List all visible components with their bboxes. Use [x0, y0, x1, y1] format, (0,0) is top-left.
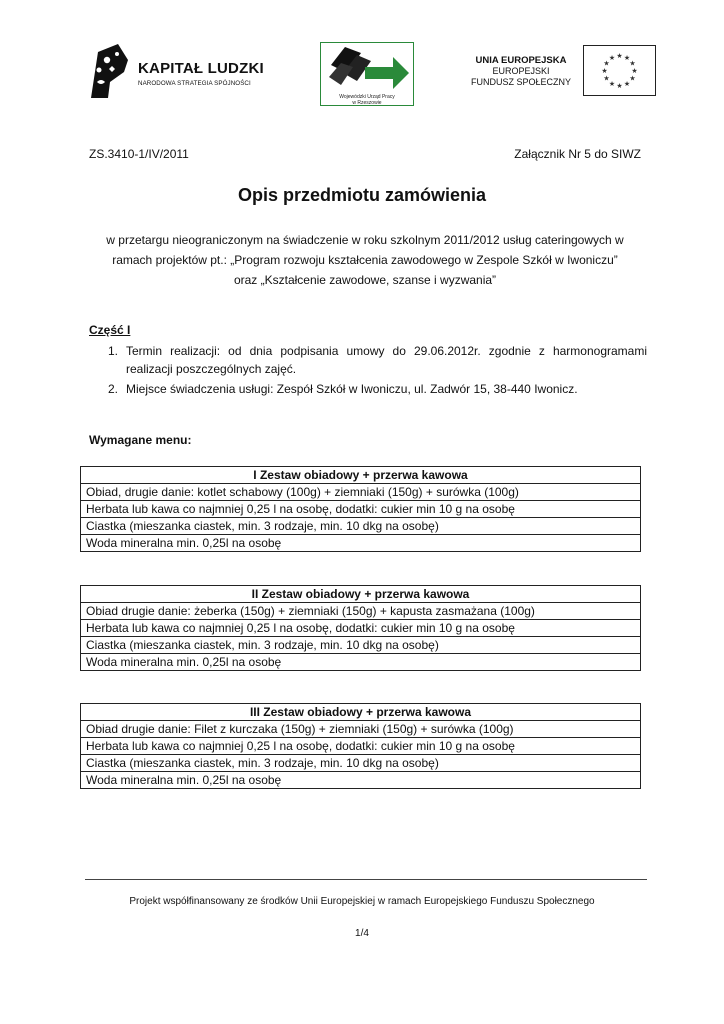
kapital-ludzki-subtitle: NARODOWA STRATEGIA SPÓJNOŚCI — [138, 80, 251, 87]
table-row — [81, 755, 641, 772]
list-item — [89, 342, 647, 378]
list-item-text: Miejsce świadczenia usługi: Zespół Szkół w Iwoniczu, ul. Zadwór 15, 38-440 Iwonicz. — [126, 382, 578, 396]
menu-heading: Wymagane menu: — [89, 433, 192, 447]
eu-star-icon: ★ — [629, 75, 636, 83]
eu-line3: FUNDUSZ SPOŁECZNY — [470, 77, 571, 87]
eu-flag — [583, 45, 656, 96]
table-row — [81, 518, 641, 535]
menu-table-2 — [80, 585, 641, 671]
table-row — [81, 586, 641, 603]
intro-line: oraz „Kształcenie zawodowe, szanse i wyzwania” — [233, 273, 497, 287]
table-row — [81, 467, 641, 484]
table-cell: Herbata lub kawa co najmniej 0,25 l na osobę, dodatki: cukier min 10 g na osobę — [81, 620, 641, 637]
reference-number: ZS.3410-1/IV/2011 — [89, 147, 189, 161]
table-row — [81, 654, 641, 671]
table-row — [81, 620, 641, 637]
table-row — [81, 704, 641, 721]
eu-line2: EUROPEJSKI — [492, 66, 550, 76]
eu-star-icon: ★ — [631, 68, 638, 75]
eu-star-icon: ★ — [608, 80, 616, 88]
eu-star-icon: ★ — [623, 80, 631, 88]
table-row — [81, 721, 641, 738]
list-item — [89, 380, 647, 398]
eu-text-block — [470, 55, 572, 88]
table-header: I Zestaw obiadowy + przerwa kawowa — [81, 467, 641, 484]
wup-emblem-icon — [321, 43, 413, 95]
table-cell: Obiad drugie danie: Filet z kurczaka (150g) + ziemniaki (150g) + surówka (100g) — [81, 721, 641, 738]
menu-table-3 — [80, 703, 641, 789]
table-cell: Herbata lub kawa co najmniej 0,25 l na osobę, dodatki: cukier min 10 g na osobę — [81, 738, 641, 755]
page-number: 1/4 — [355, 928, 369, 939]
attachment-label: Załącznik Nr 5 do SIWZ — [514, 147, 641, 161]
page-title: Opis przedmiotu zamówienia — [237, 185, 487, 205]
intro-line: w przetargu nieograniczonym na świadczenie w roku szkolnym 2011/2012 usług cateringowych w — [106, 233, 624, 247]
intro-line: ramach projektów pt.: „Program rozwoju kształcenia zawodowego w Zespole Szkół w Iwoniczu” — [112, 253, 618, 267]
part-heading: Część I — [89, 323, 131, 337]
table-row — [81, 501, 641, 518]
table-cell: Obiad, drugie danie: kotlet schabowy (100g) + ziemniaki (150g) + surówka (100g) — [81, 484, 641, 501]
intro-paragraph — [90, 230, 640, 290]
table-cell: Ciastka (mieszanka ciastek, min. 3 rodzaje, min. 10 dkg na osobę) — [81, 637, 641, 654]
eu-star-icon: ★ — [601, 68, 608, 75]
eu-star-icon: ★ — [608, 55, 616, 63]
table-cell: Ciastka (mieszanka ciastek, min. 3 rodzaje, min. 10 dkg na osobę) — [81, 518, 641, 535]
table-cell: Woda mineralna min. 0,25l na osobę — [81, 535, 641, 552]
eu-star-icon: ★ — [616, 53, 623, 60]
table-row — [81, 535, 641, 552]
footer-text: Projekt współfinansowany ze środków Unii Europejskiej w ramach Europejskiego Funduszu Społecznego — [129, 896, 595, 907]
list-item-number: 1. — [108, 344, 119, 358]
eu-line1: UNIA EUROPEJSKA — [475, 55, 567, 66]
wup-caption — [322, 94, 412, 106]
eu-star-icon: ★ — [603, 60, 610, 68]
wup-caption-line1: Wojewódzki Urząd Pracy — [339, 94, 395, 100]
list-item-number: 2. — [108, 382, 119, 396]
kapital-ludzki-title: KAPITAŁ LUDZKI — [138, 60, 264, 77]
table-cell: Woda mineralna min. 0,25l na osobę — [81, 654, 641, 671]
terms-list — [89, 342, 647, 400]
table-header: II Zestaw obiadowy + przerwa kawowa — [81, 586, 641, 603]
eu-star-icon: ★ — [603, 75, 610, 83]
table-row — [81, 738, 641, 755]
table-cell: Woda mineralna min. 0,25l na osobę — [81, 772, 641, 789]
list-item-text: Termin realizacji: od dnia podpisania umowy do 29.06.2012r. zgodnie z harmonogramami realizacji poszczególnych zajęć. — [126, 344, 647, 376]
table-row — [81, 637, 641, 654]
table-header: III Zestaw obiadowy + przerwa kawowa — [81, 704, 641, 721]
eu-stars-icon — [584, 46, 655, 95]
menu-table-1 — [80, 466, 641, 552]
eu-star-icon: ★ — [629, 60, 636, 68]
table-cell: Herbata lub kawa co najmniej 0,25 l na osobę, dodatki: cukier min 10 g na osobę — [81, 501, 641, 518]
eu-star-icon: ★ — [616, 83, 623, 90]
eu-star-icon: ★ — [623, 55, 631, 63]
footer-divider — [85, 879, 647, 880]
table-row — [81, 772, 641, 789]
table-cell: Obiad drugie danie: żeberka (150g) + ziemniaki (150g) + kapusta zasmażana (100g) — [81, 603, 641, 620]
table-cell: Ciastka (mieszanka ciastek, min. 3 rodzaje, min. 10 dkg na osobę) — [81, 755, 641, 772]
table-row — [81, 603, 641, 620]
wup-caption-line2: w Rzeszowie — [352, 100, 382, 106]
kapital-ludzki-logo-icon — [88, 42, 134, 100]
table-row — [81, 484, 641, 501]
